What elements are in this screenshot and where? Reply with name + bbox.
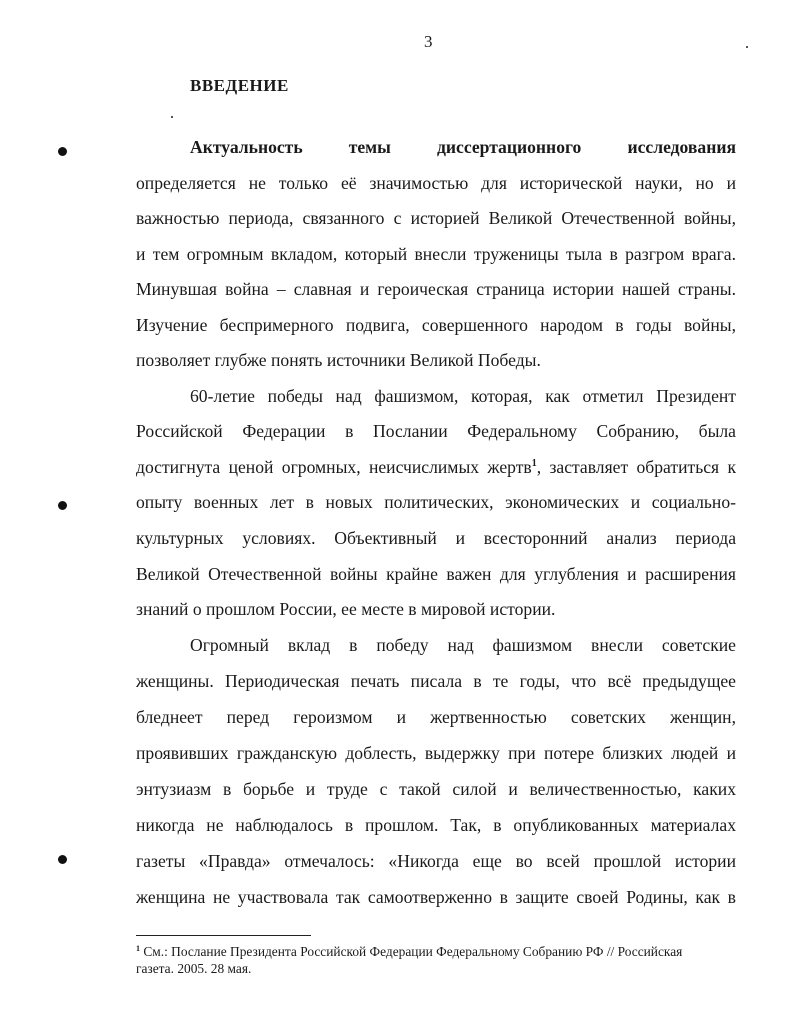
binder-hole-mark [58,855,67,864]
text-line: Минувшая война – славная и героическая страница истории нашей страны. [136,279,736,299]
text-line: опыту военных лет в новых политических, экономических и социально- [136,492,736,512]
footnote-reference: 1 [531,458,537,469]
scan-speck [171,116,173,118]
text-line: и тем огромным вкладом, который внесли труженицы тыла в разгром врага. [136,244,736,264]
text-line: бледнеет перед героизмом и жертвенностью советских женщин, [136,707,736,727]
text-line: определяется не только её значимостью для исторической науки, но и [136,173,736,193]
text-line: Огромный вклад в победу над фашизмом внесли советские [190,635,736,655]
text-line-with-footnote [136,457,736,477]
text-fragment: достигнута ценой огромных, неисчислимых жертв [136,457,532,477]
lead-word: Актуальность [190,137,303,157]
footnote-text: См.: Послание Президента Российской Федерации Федеральному Собранию РФ // Российская [140,944,683,959]
page-number: 3 [424,32,433,51]
footnote-line: газета. 2005. 28 мая. [136,961,252,976]
lead-word: диссертационного [436,137,582,157]
paragraph-1-lead [190,137,736,157]
text-line: проявивших гражданскую доблесть, выдержку при потере близких людей и [136,743,736,763]
section-heading: ВВЕДЕНИЕ [190,76,289,95]
text-fragment: , заставляет обратиться к [536,457,737,477]
lead-word: темы [348,137,391,157]
footnote-line [136,944,746,960]
text-line: женщина не участвовала так самоотверженно в защите своей Родины, как в [136,887,736,907]
text-line: энтузиазм в борьбе и труде с такой силой и величественностью, каких [136,779,736,799]
binder-hole-mark [58,147,67,156]
text-line: газеты «Правда» отмечалось: «Никогда еще во всей прошлой истории [136,851,736,871]
scan-speck [746,46,748,48]
text-line: Российской Федерации в Послании Федеральному Собранию, была [136,421,736,441]
footnote-mark: 1 [136,944,140,953]
text-line: Изучение беспримерного подвига, совершенного народом в годы войны, [136,315,736,335]
lead-word: исследования [627,137,736,157]
footnote-separator [136,935,311,936]
binder-hole-mark [58,501,67,510]
text-line: культурных условиях. Объективный и всесторонний анализ периода [136,528,736,548]
text-line: Великой Отечественной войны крайне важен для углубления и расширения [136,564,736,584]
text-line: знаний о прошлом России, ее месте в мировой истории. [136,599,556,619]
text-line: никогда не наблюдалось в прошлом. Так, в опубликованных материалах [136,815,736,835]
text-line: позволяет глубже понять источники Великой Победы. [136,350,541,370]
text-line: женщины. Периодическая печать писала в те годы, что всё предыдущее [136,671,736,691]
text-line: 60-летие победы над фашизмом, которая, как отметил Президент [190,386,736,406]
text-line: важностью периода, связанного с историей Великой Отечественной войны, [136,208,736,228]
